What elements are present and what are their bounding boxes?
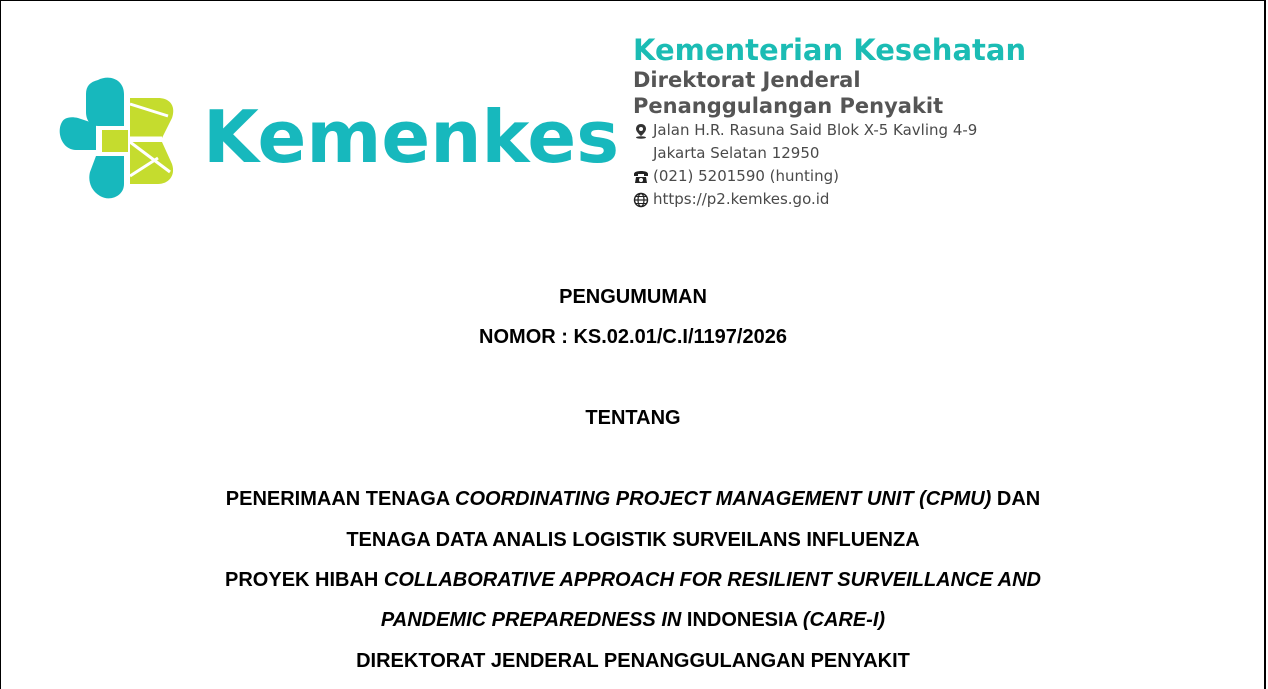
website-text: https://p2.kemkes.go.id bbox=[653, 190, 830, 208]
title-line-1 bbox=[0, 488, 1266, 511]
announcement-heading: PENGUMUMAN bbox=[559, 286, 707, 308]
title-line-3-b: COLLABORATIVE APPROACH FOR RESILIENT SURVEILLANCE AND bbox=[383, 569, 1041, 591]
globe-icon bbox=[633, 192, 649, 208]
announcement-number: NOMOR : KS.02.01/C.I/1197/2026 bbox=[479, 326, 787, 348]
title-line-2: TENAGA DATA ANALIS LOGISTIK SURVEILANS INFLUENZA bbox=[346, 529, 920, 551]
title-line-4-c: (CARE-I) bbox=[802, 609, 886, 631]
org-subtitle-1: Direktorat Jenderal bbox=[633, 68, 861, 92]
title-line-3-a: PROYEK HIBAH bbox=[225, 569, 384, 591]
telephone-icon bbox=[633, 169, 649, 185]
kemenkes-logo-icon bbox=[58, 76, 176, 200]
address-line-1 bbox=[633, 119, 1026, 142]
phone-text: (021) 5201590 (hunting) bbox=[653, 167, 839, 185]
address-text-2: Jakarta Selatan 12950 bbox=[653, 144, 820, 162]
title-line-5: DIREKTORAT JENDERAL PENANGGULANGAN PENYAKIT bbox=[356, 650, 910, 672]
title-line-1-c: DAN bbox=[991, 488, 1041, 510]
org-title: Kementerian Kesehatan bbox=[633, 33, 1027, 67]
logo-wordmark: Kemenkes bbox=[203, 95, 620, 179]
title-line-4-b: INDONESIA bbox=[681, 609, 803, 631]
title-line-4-a: PANDEMIC PREPAREDNESS IN bbox=[380, 609, 682, 631]
title-line-3 bbox=[0, 569, 1266, 592]
address-line-2 bbox=[633, 142, 1026, 165]
org-subtitle-2: Penanggulangan Penyakit bbox=[633, 94, 944, 118]
org-header bbox=[633, 33, 1026, 211]
title-line-1-b: COORDINATING PROJECT MANAGEMENT UNIT (CPMU) bbox=[455, 488, 992, 510]
website-line bbox=[633, 188, 1026, 211]
title-line-4 bbox=[0, 609, 1266, 632]
announcement-about: TENTANG bbox=[585, 407, 681, 429]
phone-line bbox=[633, 165, 1026, 188]
title-line-1-a: PENERIMAAN TENAGA bbox=[225, 488, 456, 510]
address-text-1: Jalan H.R. Rasuna Said Blok X-5 Kavling 4-9 bbox=[653, 121, 978, 139]
location-pin-icon bbox=[633, 123, 649, 139]
